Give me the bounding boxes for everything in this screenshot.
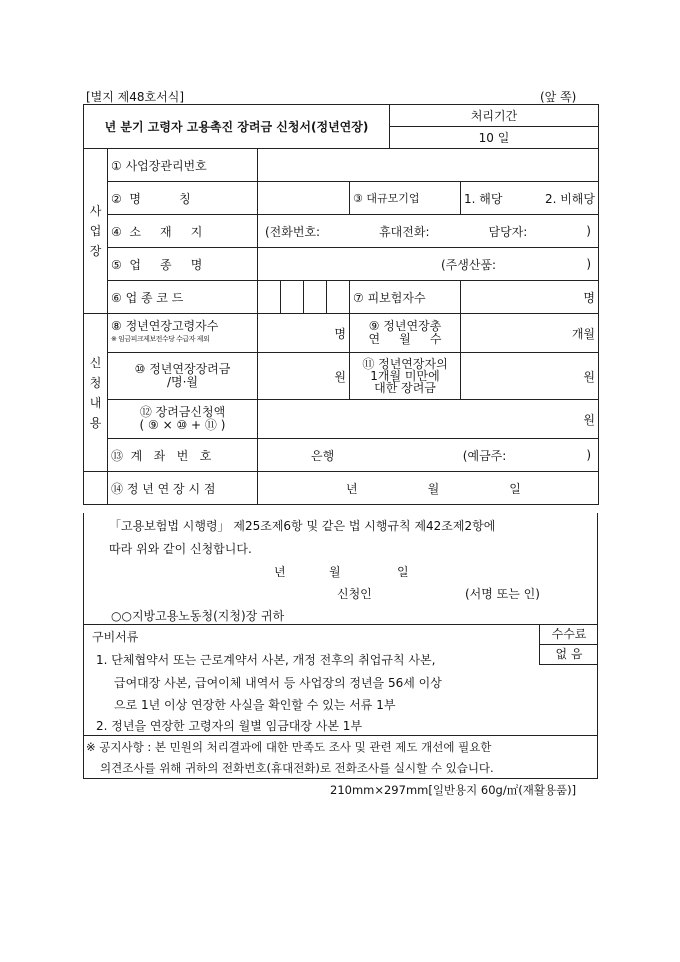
- doc-item2: 2. 정년을 연장한 고령자의 월별 임금대장 사본 1부: [96, 719, 363, 733]
- start-left-cell: [84, 472, 108, 505]
- holder-close: ): [586, 448, 591, 462]
- address-field[interactable]: [258, 215, 599, 248]
- address-label: ④ 소 재 지: [108, 215, 258, 248]
- extended-workers-label: ⑧ 정년연장고령자수 ※ 임금피크제보전수당 수급자 제외: [108, 314, 258, 353]
- start-month: 월: [427, 481, 440, 496]
- amount-label: ⑫ 장려금신청액 ( ⑨ × ⑩ + ⑪ ): [108, 400, 258, 439]
- mgmt-no-field[interactable]: [258, 149, 599, 182]
- subsidy-per-unit[interactable]: 원: [258, 353, 350, 400]
- documents-title: 구비서류: [92, 630, 139, 644]
- insured-unit[interactable]: 명: [461, 281, 599, 314]
- total-months-label: ⑨ 정년연장총 연 월 수: [350, 314, 461, 353]
- start-label: ⑭ 정 년 연 장 시 점: [108, 472, 258, 505]
- under-month-label: ⑪ 정년연장자의 1개월 미만에 대한 장려금: [350, 353, 461, 400]
- doc-item1-line3: 으로 1년 이상 연장한 사실을 확인할 수 있는 서류 1부: [114, 698, 396, 712]
- insured-label: ⑦ 피보험자수: [350, 281, 461, 314]
- notice-section: [83, 734, 598, 779]
- fee-label: 수수료: [539, 625, 598, 645]
- mobile-label: 휴대전화:: [379, 224, 430, 239]
- subsidy-per-label: ⑩ 정년연장장려금 /명·월: [108, 353, 258, 400]
- declaration-section: [83, 513, 598, 625]
- declaration-day: 일: [397, 565, 409, 579]
- manager-label: 담당자:: [488, 224, 528, 239]
- start-day: 일: [509, 481, 521, 496]
- under-month-unit[interactable]: 원: [461, 353, 599, 400]
- name-field[interactable]: [258, 182, 350, 215]
- extended-workers-unit[interactable]: 명: [258, 314, 350, 353]
- start-date-field[interactable]: [258, 472, 599, 505]
- product-close-paren: ): [586, 257, 591, 271]
- large-corp-yes[interactable]: 1. 해당: [464, 191, 503, 206]
- industry-field[interactable]: [258, 248, 599, 281]
- notice-line1: ※ 공지사항 : 본 민원의 처리결과에 대한 만족도 조사 및 관련 제도 개선에 필요한: [86, 740, 492, 754]
- product-label: (주생산품:: [441, 257, 497, 272]
- industry-label: ⑤ 업 종 명: [108, 248, 258, 281]
- processing-period-label: 처리기간: [390, 105, 599, 127]
- applicant-label: 신청인: [337, 587, 372, 601]
- start-year: 년: [346, 481, 358, 496]
- phone-label: (전화번호:: [265, 224, 321, 239]
- doc-item1-line1: 1. 단체협약서 또는 근로계약서 사본, 개정 전후의 취업규칙 사본,: [96, 653, 436, 667]
- amount-unit[interactable]: 원: [258, 400, 599, 439]
- industry-code-boxes[interactable]: [258, 281, 350, 314]
- workplace-section-label: 사 업 장: [84, 149, 108, 314]
- large-corp-options[interactable]: [461, 182, 599, 215]
- application-section-label: 신 청 내 용: [84, 314, 108, 472]
- bank-label: 은행: [311, 448, 335, 463]
- form-number: [별지 제48호서식]: [86, 90, 184, 104]
- declaration-month: 월: [329, 565, 341, 579]
- declaration-line1: 「고용보험법 시행령」 제25조제6항 및 같은 법 시행규칙 제42조제2항에: [109, 519, 496, 533]
- page-side: (앞 쪽): [540, 90, 577, 104]
- signature-label[interactable]: (서명 또는 인): [465, 587, 540, 601]
- processing-period-value: 10 일: [390, 127, 599, 149]
- paper-spec: 210mm×297mm[일반용지 60g/㎡(재활용품)]: [330, 783, 577, 797]
- notice-line2: 의견조사를 위해 귀하의 전화번호(휴대전화)로 전화조사를 실시할 수 있습니다.: [100, 761, 494, 775]
- documents-section: [83, 624, 598, 736]
- form-title: 년 분기 고령자 고용촉진 장려금 신청서(정년연장): [84, 105, 390, 149]
- holder-label: (예금주:: [462, 448, 507, 463]
- large-corp-no[interactable]: 2. 비해당: [544, 191, 595, 206]
- account-field[interactable]: [258, 439, 599, 472]
- name-label: ② 명 칭: [108, 182, 258, 215]
- fee-value: 없 음: [539, 645, 598, 665]
- large-corp-label: ③ 대규모기업: [350, 182, 461, 215]
- mgmt-no-label: ① 사업장관리번호: [108, 149, 258, 182]
- recipient: ○○지방고용노동청(지청)장 귀하: [111, 609, 285, 623]
- declaration-year: 년: [274, 565, 286, 579]
- declaration-line2: 따라 위와 같이 신청합니다.: [109, 542, 252, 556]
- industry-code-label: ⑥ 업 종 코 드: [108, 281, 258, 314]
- doc-item1-line2: 급여대장 사본, 급여이체 내역서 등 사업장의 정년을 56세 이상: [114, 676, 442, 690]
- account-label: ⑬ 계 좌 번 호: [108, 439, 258, 472]
- total-months-unit[interactable]: 개월: [461, 314, 599, 353]
- application-form-table: [83, 104, 599, 505]
- close-paren: ): [586, 224, 591, 238]
- extended-workers-note: ※ 임금피크제보전수당 수급자 제외: [111, 335, 210, 343]
